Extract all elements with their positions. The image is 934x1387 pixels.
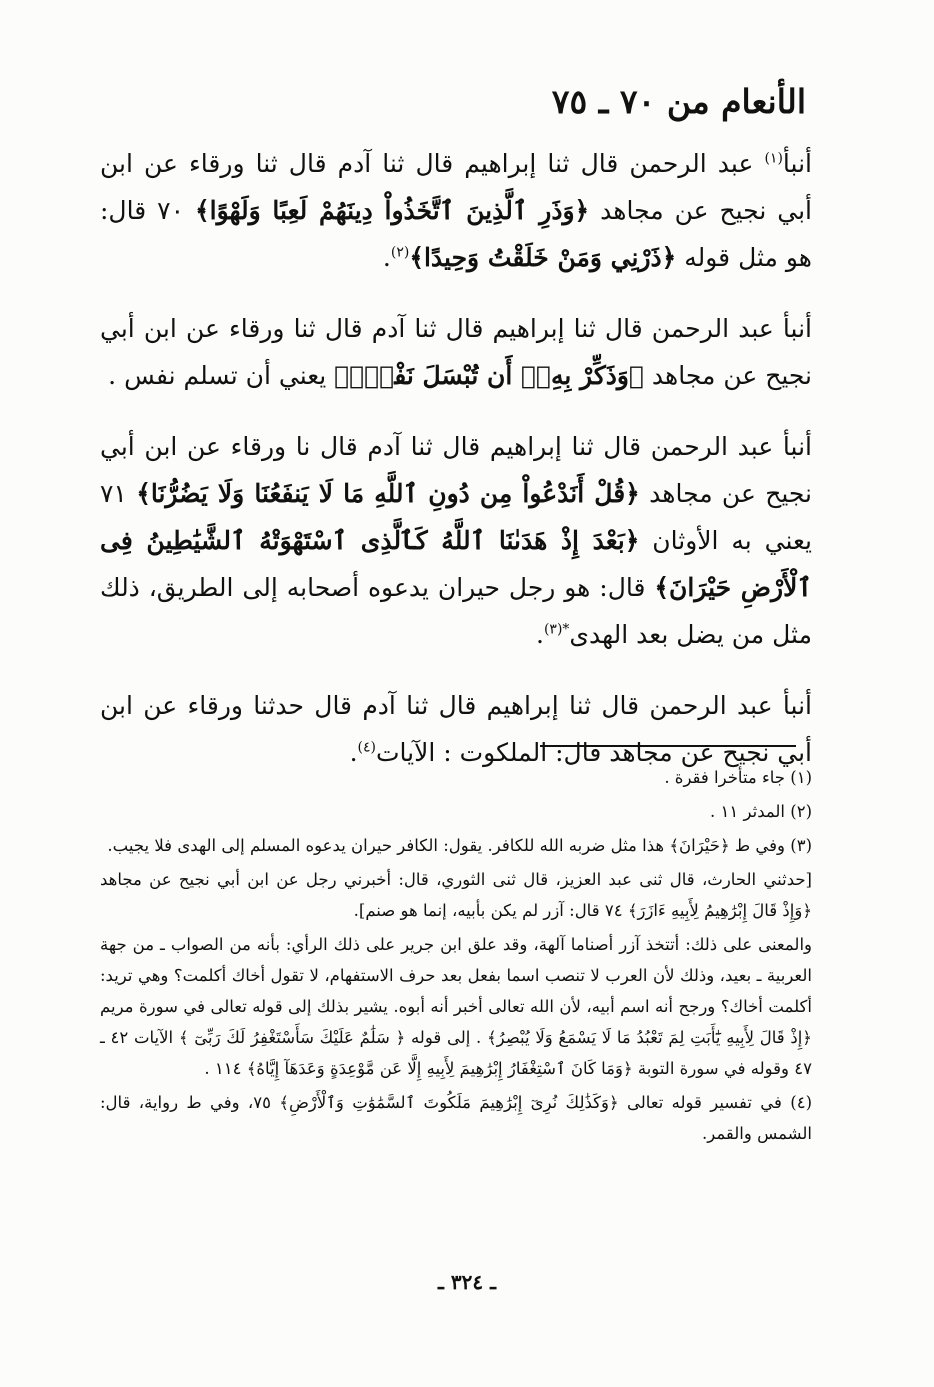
footnote-4: (٤) في تفسير قوله تعالى ﴿وَكَذَٰلِكَ نُرِىٓ إِبْرَٰهِيمَ مَلَكُوتَ ٱلسَّمَٰوَٰتِ وَٱلْأَرْضِ﴾ ٧٥، وفي ط رواية، قال: الشمس والقمر.: [100, 1093, 812, 1143]
paragraph-text: أنبأ عبد الرحمن قال ثنا إبراهيم قال ثنا آدم قال ثنا ورقاء عن ابن أبي نجيح عن مجاهد: [100, 314, 812, 390]
paragraph-text: أنبأ عبد الرحمن قال ثنا إبراهيم قال ثنا آدم قال حدثنا ورقاء عن ابن أبي نجيح عن مجاهد قال: الملكوت : الآيات: [100, 691, 812, 767]
paragraph-text: قال: هو رجل حيران يدعوه أصحابه إلى الطريق، ذلك مثل من يضل بعد الهدى: [100, 573, 812, 649]
paragraph-end: .: [382, 243, 391, 272]
paragraph-text: ٧٠ قال: هو مثل قوله: [100, 196, 812, 272]
paragraph-end: .: [349, 738, 358, 767]
footnotes: [100, 762, 812, 1152]
footnote-3-quote: [حدثني الحارث، قال ثنى عبد العزيز، قال ثنى الثوري، قال: أخبرني رجل عن ابن أبي نجيح عن مجاهد ﴿وَإِذْ قَالَ إِبْرَٰهِيمُ لِأَبِيهِ ءَازَرَ﴾ ٧٤ قال: آزر لم يكن بأبيه، إنما هو صنم].: [100, 870, 812, 920]
footnote-divider: [540, 745, 796, 747]
footnote-ref[interactable]: (٤): [357, 739, 376, 756]
paragraph-3: [100, 423, 812, 658]
main-text: [100, 140, 812, 800]
paragraph-end: .: [536, 620, 544, 649]
page-title: الأنعام من ٧٠ ـ ٧٥: [551, 82, 806, 121]
paragraph-lead: أنبأ: [782, 149, 812, 178]
paragraph-text: أنبأ عبد الرحمن قال ثنا إبراهيم قال ثنا آدم قال نا ورقاء عن ابن أبي نجيح عن مجاهد: [100, 432, 812, 508]
footnote-1: (١) جاء متأخرا فقرة .: [664, 768, 812, 787]
paragraph-text: يعني أن تسلم نفس .: [108, 361, 335, 390]
paragraph-text: ٧١ يعني به الأوثان: [100, 479, 813, 555]
paragraph-2: [100, 305, 812, 399]
footnote-ref[interactable]: (١): [764, 150, 783, 167]
page-number: ـ ٣٢٤ ـ: [438, 1270, 496, 1294]
quran-verse: ﴿ذَرْنِي وَمَنْ خَلَقْتُ وَحِيدًا﴾: [409, 243, 677, 272]
footnote-ref[interactable]: *(٣): [543, 621, 570, 638]
footnote-3-commentary: والمعنى على ذلك: أتتخذ آزر أصناما آلهة، وقد علق ابن جرير على ذلك الرأي: بأنه من الصواب ـ من جهة العربية ـ بعيد، وذلك لأن العرب لا تنصب اسما بفعل بعد حرف الاستفهام، لا تقول أخاك أكلمت؟ وهي تريد: أكلمت أخاك؟ ورجح أنه اسم أبيه، لأن الله تعالى أخبر أنه أبوه. يشير بذلك إلى قوله تعالى في سورة مريم ﴿إِذْ قَالَ لِأَبِيهِ يَٰٓأَبَتِ لِمَ تَعْبُدُ مَا لَا يَسْمَعُ وَلَا يُبْصِرُ﴾ . إلى قوله ﴿ سَلَٰمٌ عَلَيْكَ سَأَسْتَغْفِرُ لَكَ رَبِّىٓ ﴾ الآيات ٤٢ ـ ٤٧ وقوله في سورة التوبة ﴿وَمَا كَانَ ٱسْتِغْفَارُ إِبْرَٰهِيمَ لِأَبِيهِ إِلَّا عَن مَّوْعِدَةٍ وَعَدَهَآ إِيَّاهُ﴾ ١١٤ .: [100, 935, 812, 1078]
footnote-2: (٢) المدثر ١١ .: [710, 802, 812, 821]
paragraph-text: عبد الرحمن قال ثنا إبراهيم قال ثنا آدم قال ثنا ورقاء عن ابن أبي نجيح عن مجاهد: [100, 149, 812, 225]
footnote-3: (٣) وفي ط ﴿حَيْرَانَ﴾ هذا مثل ضربه الله للكافر. يقول: الكافر حيران يدعوه المسلم إلى الهدى فلا يجيب.: [107, 836, 812, 855]
paragraph-1: [100, 140, 812, 281]
footnote-ref[interactable]: (٢): [390, 244, 410, 261]
quran-verse: ﴿وَذَرِ ٱلَّذِينَ ٱتَّخَذُواْ دِينَهُمْ لَعِبًا وَلَهْوًا﴾: [194, 196, 590, 225]
quran-verse: ﴿قُلْ أَنَدْعُواْ مِن دُونِ ٱللَّهِ مَا لَا يَنفَعُنَا وَلَا يَضُرُّنَا﴾: [136, 479, 640, 508]
quran-verse: ﴿وَذَكِّرْ بِهِۦٓ أَن تُبْسَلَ نَفْسٌۢ﴾: [334, 361, 644, 390]
quran-verse: ﴿بَعْدَ إِذْ هَدَىٰنَا ٱللَّهُ كَٱلَّذِى ٱسْتَهْوَتْهُ ٱلشَّيَٰطِينُ فِى ٱلْأَرْضِ حَيْرَانَ﴾: [100, 526, 813, 602]
